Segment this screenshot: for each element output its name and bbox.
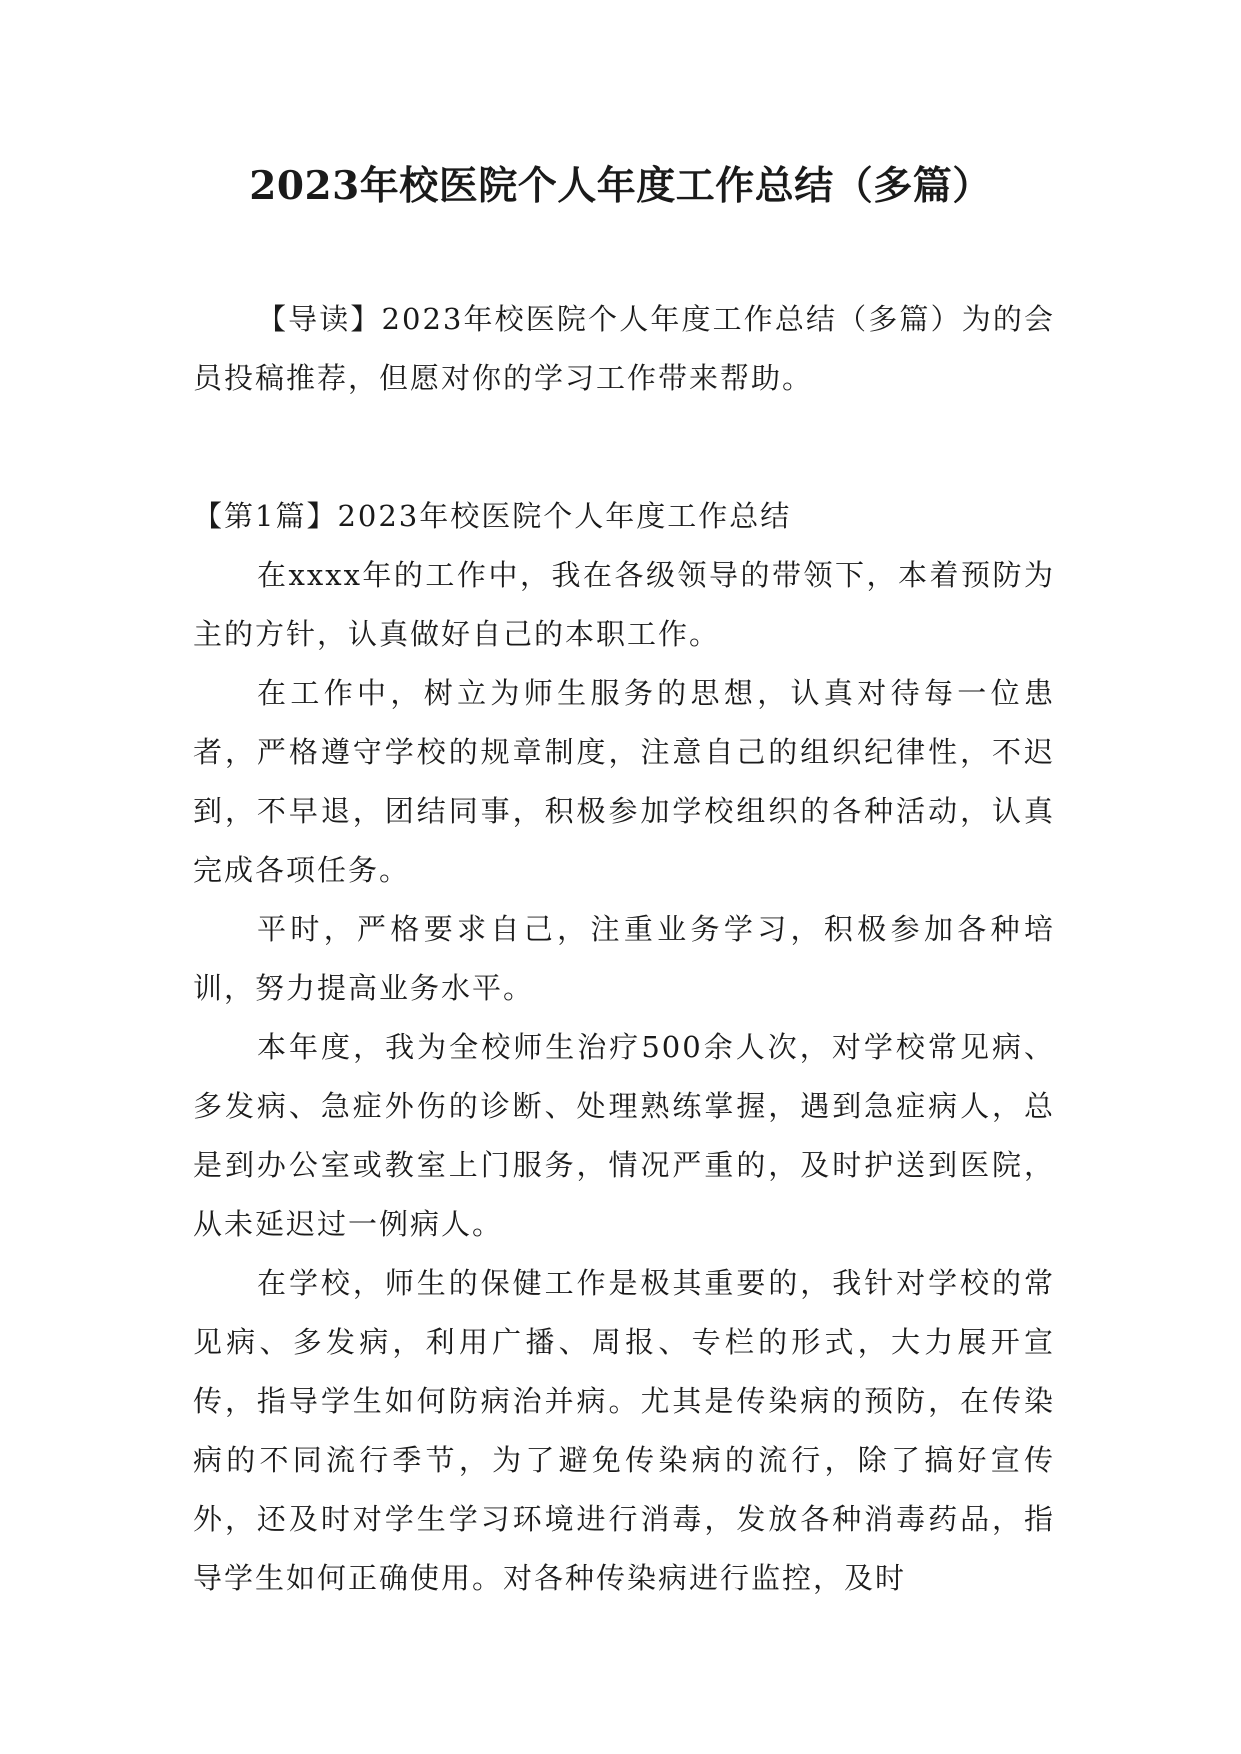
section-heading: 【第1篇】2023年校医院个人年度工作总结 xyxy=(193,499,792,533)
document-title: 2023年校医院个人年度工作总结（多篇） xyxy=(249,163,992,209)
body-paragraph: 在xxxx年的工作中，我在各级领导的带领下，本着预防为主的方针，认真做好自己的本职工作。 xyxy=(193,558,1055,651)
document-body xyxy=(193,290,1055,1608)
body-paragraph: 在学校，师生的保健工作是极其重要的，我针对学校的常见病、多发病，利用广播、周报、专栏的形式，大力展开宣传，指导学生如何防病治并病。尤其是传染病的预防，在传染病的不同流行季节，为了避免传染病的流行，除了搞好宣传外，还及时对学生学习环境进行消毒，发放各种消毒药品，指导学生如何正确使用。对各种传染病进行监控，及时 xyxy=(193,1266,1055,1595)
body-paragraph: 本年度，我为全校师生治疗500余人次，对学校常见病、多发病、急症外伤的诊断、处理熟练掌握，遇到急症病人，总是到办公室或教室上门服务，情况严重的，及时护送到医院，从未延迟过一例病人。 xyxy=(193,1030,1055,1241)
body-paragraph: 在工作中，树立为师生服务的思想，认真对待每一位患者，严格遵守学校的规章制度，注意自己的组织纪律性，不迟到，不早退，团结同事，积极参加学校组织的各种活动，认真完成各项任务。 xyxy=(193,676,1055,887)
body-paragraph: 平时，严格要求自己，注重业务学习，积极参加各种培训，努力提高业务水平。 xyxy=(193,912,1055,1005)
section-spacer xyxy=(193,408,1055,487)
intro-paragraph: 【导读】2023年校医院个人年度工作总结（多篇）为的会员投稿推荐，但愿对你的学习工作带来帮助。 xyxy=(193,302,1055,395)
